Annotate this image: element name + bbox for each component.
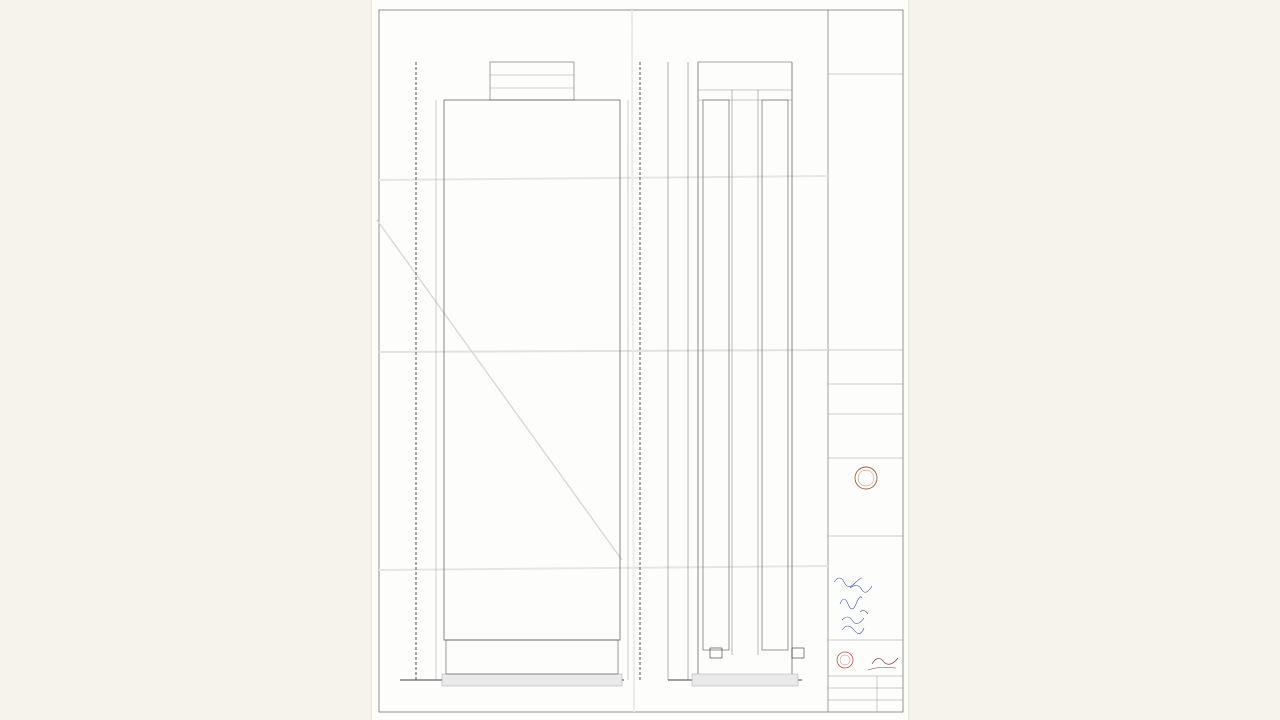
fold-crease bbox=[379, 566, 828, 570]
title-block-rules bbox=[828, 74, 903, 712]
left-elevation bbox=[400, 62, 628, 686]
fold-crease bbox=[379, 176, 828, 180]
diagonal-crease bbox=[377, 220, 622, 560]
sba-logo bbox=[855, 467, 877, 489]
seal-stamps bbox=[837, 652, 898, 670]
fold-crease bbox=[379, 350, 828, 352]
handwritten-signatures bbox=[834, 578, 872, 634]
notes-list bbox=[832, 18, 902, 21]
right-elevation bbox=[640, 62, 804, 686]
outer-border bbox=[379, 10, 903, 712]
drawing-svg bbox=[372, 0, 908, 720]
drawing-sheet bbox=[372, 0, 908, 720]
fold-crease bbox=[632, 10, 634, 712]
